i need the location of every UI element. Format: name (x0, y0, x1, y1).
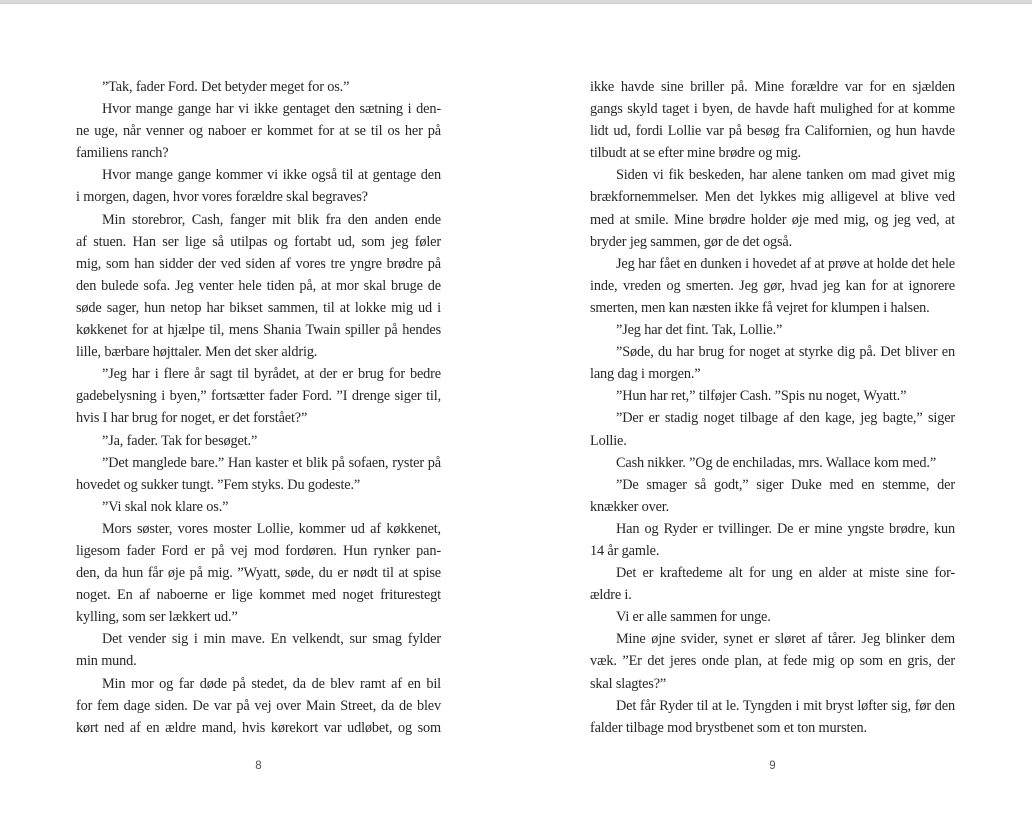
text-line: lille, bærbare højttaler. Men det sker aldrig. (76, 344, 318, 361)
text-line: ”Jeg har i flere år sagt til byrådet, at der er brug for bedre (102, 366, 441, 383)
text-line: tilbudt at se efter mine brødre og mig. (590, 145, 801, 162)
text-line: den bulede sofa. Jeg venter hele tiden på, at mor skal bruge de (76, 277, 441, 294)
text-line: af stuen. Han ser lige så utilpas og fortabt ud, som jeg føler (76, 233, 441, 250)
text-line: inde, vreden og smerten. Jeg gør, hvad jeg kan for at ignorere (590, 277, 955, 294)
text-line: i morgen, dagen, hvor vores forældre skal begraves? (76, 189, 368, 206)
text-line: kørt ned af en ældre mand, hvis kørekort var udløbet, og som (76, 719, 441, 736)
page-number: 9 (769, 760, 776, 772)
text-line: Det får Ryder til at le. Tyngden i mit bryst løfter sig, før den (616, 697, 955, 714)
text-line: søde sager, hun netop har bikset sammen, til at lokke mig ud i (76, 299, 441, 316)
page-text-column (590, 76, 955, 739)
text-line: mig, som han sidder der ved siden af vores tre yngre brødre på (76, 255, 441, 272)
text-line: Jeg har fået en dunken i hovedet af at prøve at holde det hele (616, 255, 955, 272)
book-page-left (76, 76, 441, 806)
text-line: Lollie. (590, 432, 627, 449)
text-line: kylling, som ser lækkert ud.” (76, 609, 238, 626)
text-line: Mine øjne svider, synet er sløret af tårer. Jeg blinker dem (616, 631, 955, 648)
text-line: familiens ranch? (76, 145, 169, 162)
text-line: brækfornemmelser. Men det lykkes mig alligevel at blive ved (590, 189, 955, 206)
text-line: ”Søde, du har brug for noget at styrke dig på. Det bliver en (616, 344, 955, 361)
text-line: med at smile. Mine brødre holder øje med mig, og jeg ved, at (590, 211, 955, 228)
text-line: køkkenet for at hjælpe til, mens Shania Twain spiller på hendes (76, 322, 441, 339)
book-page-right (590, 76, 955, 806)
text-line: ligesom fader Ford er på vej mod fordøren. Hun rynker pan- (76, 542, 441, 559)
text-line: skal slagtes?” (590, 675, 667, 692)
text-line: hovedet og sukker tungt. ”Fem styks. Du godeste.” (76, 476, 361, 493)
text-line: 14 år gamle. (590, 542, 660, 559)
text-line: ældre i. (590, 587, 632, 604)
text-line: ”Der er stadig noget tilbage af den kage, jeg bagte,” siger (616, 410, 955, 427)
text-line: ”Tak, fader Ford. Det betyder meget for os.” (102, 79, 350, 95)
text-line: noget. En af naboerne er lige kommet med noget friturestegt (76, 587, 441, 604)
text-line: Min mor og far døde på stedet, da de blev ramt af en bil (102, 675, 441, 692)
text-line: gangs skyld taget i byen, de havde haft mulighed for at komme (590, 101, 955, 118)
text-line: ikke havde sine briller på. Mine forældre var for en sjælden (590, 79, 955, 95)
text-line: Hvor mange gange kommer vi ikke også til at gentage den (102, 167, 441, 184)
text-line: smerten, men kan næsten ikke få vejret for klumpen i halsen. (590, 299, 930, 316)
text-line: Han og Ryder er tvillinger. De er mine yngste brødre, kun (616, 520, 955, 537)
text-line: ”De smager så godt,” siger Duke med en stemme, der (616, 476, 955, 493)
page-number: 8 (255, 760, 262, 772)
text-line: Siden vi fik beskeden, har alene tanken om mad givet mig (616, 167, 955, 184)
text-line: lang dag i morgen.” (590, 366, 701, 383)
text-line: ”Ja, fader. Tak for besøget.” (102, 432, 258, 449)
text-line: min mund. (76, 653, 137, 670)
text-line: ”Jeg har det fint. Tak, Lollie.” (616, 322, 783, 339)
text-line: ”Hun har ret,” tilføjer Cash. ”Spis nu noget, Wyatt.” (616, 388, 907, 405)
page-text-column (76, 76, 441, 739)
text-line: knækker over. (590, 498, 670, 515)
text-line: Vi er alle sammen for unge. (616, 609, 771, 626)
text-line: Det er kraftedeme alt for ung en alder at miste sine for- (616, 565, 955, 582)
text-line: den, da hun får øje på mig. ”Wyatt, søde, du er nødt til at spise (76, 565, 441, 582)
text-line: for fem dage siden. De var på vej over Main Street, da de blev (76, 697, 441, 714)
text-line: væk. ”Er det jeres onde plan, at fede mig op som en gris, der (590, 653, 955, 670)
text-line: Cash nikker. ”Og de enchiladas, mrs. Wallace kom med.” (616, 454, 937, 471)
text-line: falder tilbage mod brystbenet som et ton mursten. (590, 719, 867, 736)
text-line: Mors søster, vores moster Lollie, kommer ud af køkkenet, (102, 520, 441, 537)
text-line: ne uge, når venner og naboer er kommet for at se til os her på (76, 123, 441, 140)
text-line: Hvor mange gange har vi ikke gentaget den sætning i den- (102, 101, 441, 118)
text-line: bryder jeg sammen, gør de det også. (590, 233, 792, 250)
text-line: ”Det manglede bare.” Han kaster et blik på sofaen, ryster på (102, 454, 441, 471)
text-line: ”Vi skal nok klare os.” (102, 498, 229, 515)
text-line: lidt ud, fordi Lollie var på besøg fra Californien, og hun havde (590, 123, 955, 140)
text-line: Min storebror, Cash, fanger mit blik fra den anden ende (102, 211, 441, 228)
text-line: hvis I har brug for noget, er det forstået?” (76, 410, 308, 427)
window-top-edge (0, 0, 1032, 4)
text-line: Det vender sig i min mave. En velkendt, sur smag fylder (102, 631, 441, 648)
text-line: gadebelysning i byen,” fortsætter fader Ford. ”I drenge siger til, (76, 388, 441, 405)
